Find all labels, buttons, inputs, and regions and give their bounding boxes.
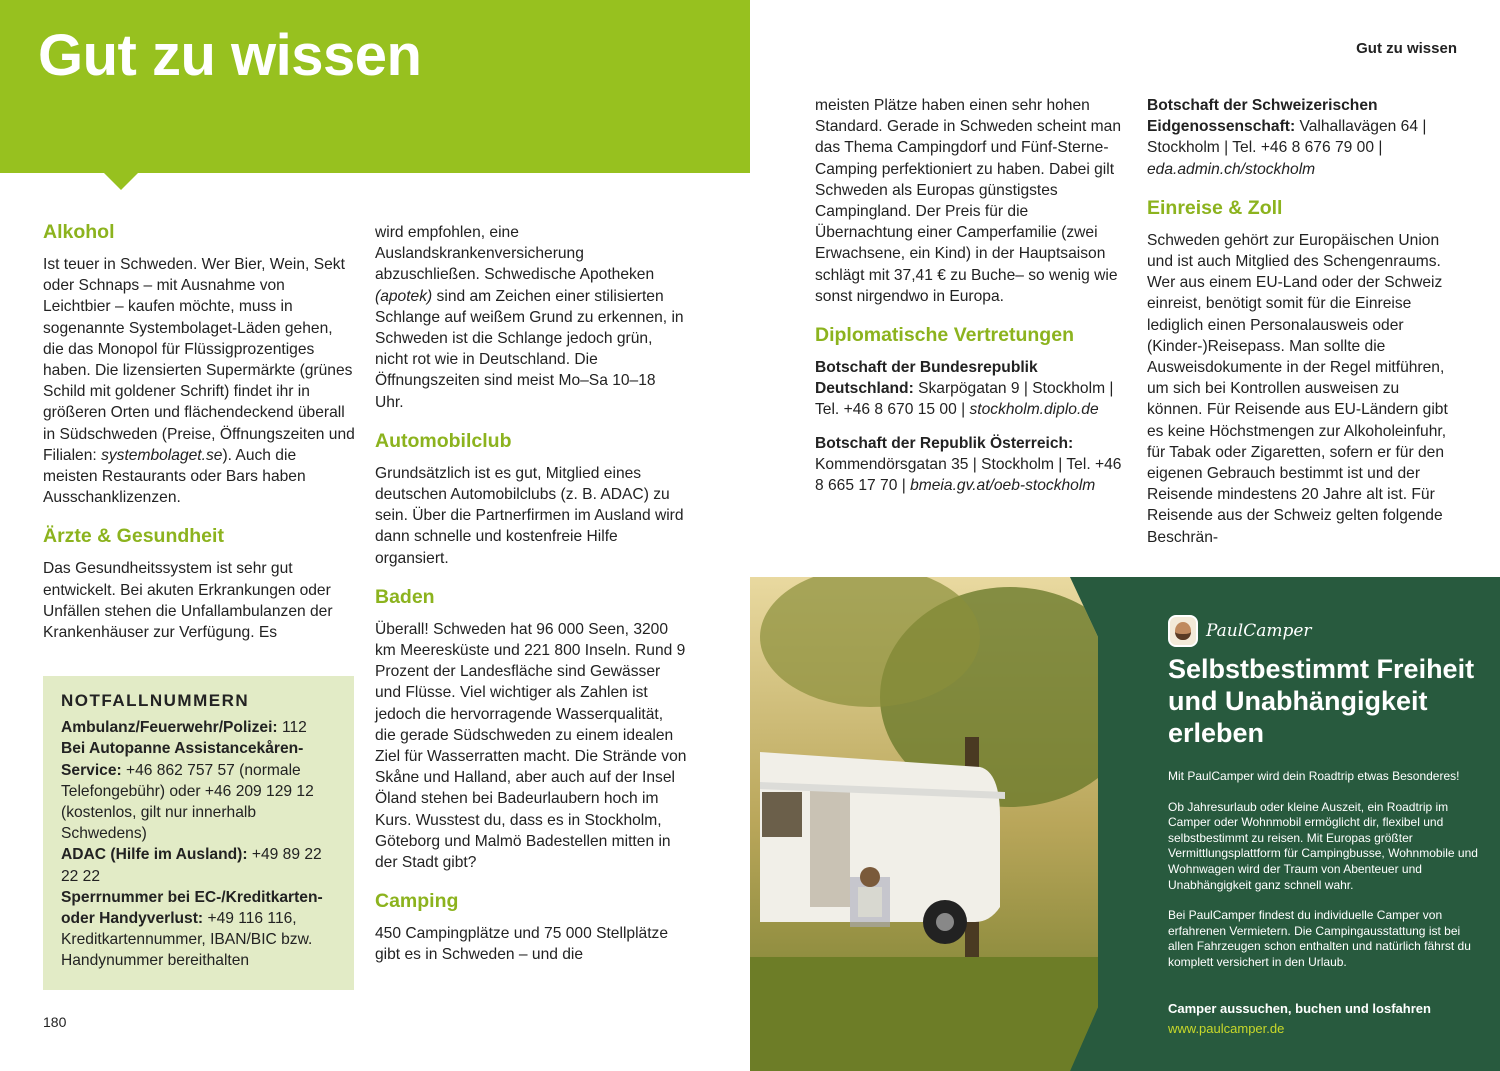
column-4: [1147, 95, 1459, 548]
emergency-item: [61, 844, 336, 886]
heading-aerzte: Ärzte & Gesundheit: [43, 525, 224, 548]
heading-diplomatische: Diplomatische Vertretungen: [815, 324, 1074, 347]
paragraph-einreise: Schweden gehört zur Europäischen Union und ist auch Mitglied des Schengenraums. Wer aus einem EU-Land oder der Schweiz einreist, benötigt somit für die Einreise lediglich einen Personalausweis oder (Kinder-)Reisepass. Man sollte die Ausweisdokumente in der Regel mitführen, um sich bei Kontrollen ausweisen zu können. Für Reisende aus EU-Ländern gibt es keine Höchstmengen zur Alkoholeinfuhr, für Tabak oder Zigaretten, sofern er für den eigenen Gebrauch bestimmt ist und der Reisende mindestens 20 Jahre alt ist. Für Reisende aus der Schweiz gelten folgende Beschrän-: [1147, 231, 1448, 546]
emergency-numbers-box: [43, 676, 354, 990]
ad-copy: [1168, 615, 1488, 1039]
ad-paragraph: Mit PaulCamper wird dein Roadtrip etwas Besonderes!: [1168, 769, 1460, 783]
heading-baden: Baden: [375, 585, 435, 608]
paragraph-automobilclub: Grundsätzlich ist es gut, Mitglied eines deutschen Automobilclubs (z. B. ADAC) zu sein. Über die Partnerfirmen im Ausland wird dann schnelle und kostenfreie Hilfe organsiert.: [375, 464, 684, 567]
paragraph-camping: 450 Campingplätze und 75 000 Stellplätze gibt es in Schweden – und die: [375, 925, 669, 964]
text: ). Auch die meisten Restaurants oder Bars haben Ausschanklizenzen.: [43, 446, 306, 507]
heading-camping: Camping: [375, 890, 459, 913]
ad-paragraph: Bei PaulCamper findest du individuelle Camper von erfahrenen Vermietern. Die Campingausstattung ist bei allen Fahrzeugen schon enthalten und natürlich fährst du komplett versichert in den Urlaub.: [1168, 908, 1471, 969]
emergency-item: [61, 887, 336, 972]
label: Bei Autopanne Assistancekåren-Service:: [61, 740, 304, 779]
running-head: Gut zu wissen: [1356, 40, 1457, 57]
page-number: 180: [43, 1014, 67, 1030]
paragraph-gesundheit-cont: [375, 222, 687, 413]
emergency-item: [61, 717, 336, 738]
heading-einreise: Einreise & Zoll: [1147, 196, 1283, 219]
column-2: [375, 222, 687, 966]
embassy-switzerland: [1147, 95, 1459, 180]
ad-paragraph: Ob Jahresurlaub oder kleine Auszeit, ein Roadtrip im Camper oder Wohnmobil ermöglicht dir, flexibel und selbstbestimmt zu reisen. Mit Europas größter Vermittlungsplattform für Campingbusse, Wohnmobile und Wohnwagen wird der Traum von Abenteuer und Unabhängigkeit ganz schnell wahr.: [1168, 799, 1478, 892]
label: Ambulanz/Feuerwehr/Polizei:: [61, 719, 278, 737]
label: ADAC (Hilfe im Ausland):: [61, 846, 248, 864]
text: Ist teuer in Schweden. Wer Bier, Wein, Sekt oder Schnaps – mit Ausnahme von Leichtbier – kaufen möchte, muss in sogenannte Systembolaget-Läden gehen, die das Monopol für Flüssigprozentiges haben. Die lizensierten Supermärkte (grünes Schild mit goldener Schrift) findet ihr in größeren Orten und flächendeckend überall in Südschweden (Preise, Öffnungszeiten und Filialen:: [43, 256, 355, 464]
brand-name: PaulCamper: [1206, 621, 1312, 641]
embassy-austria: [815, 433, 1127, 497]
emergency-title: NOTFALLNUMMERN: [61, 691, 250, 710]
paulcamper-logo: [1168, 615, 1488, 647]
link-systembolaget[interactable]: systembolaget.se: [101, 446, 223, 464]
paragraph-camping-cont: meisten Plätze haben einen sehr hohen Standard. Gerade in Schweden scheint man das Thema Campingdorf und Fünf-Sterne-Camping perfektioniert zu haben. Dabei gilt Schweden als Europas günstigstes Campingland. Der Preis für die Übernachtung einer Camperfamilie (zwei Erwachsene, ein Kind) in der Hauptsaison schlägt mit 37,41 € zu Buche– so wenig wie sonst nirgendwo in Europa.: [815, 97, 1121, 305]
ad-headline: Selbstbestimmt Freiheit und Unabhängigkeit erleben: [1168, 654, 1475, 748]
text: Valhallavägen 64 | Stockholm | Tel. +46 8 676 79 00 |: [1147, 118, 1427, 157]
value: +46 862 757 57 (normale Telefongebühr) oder +46 209 129 12 (kostenlos, gilt nur innerhalb Schwedens): [61, 761, 314, 843]
text: sind am Zeichen einer stilisierten Schlange auf weißem Grund zu erkennen, in Schweden ist die Schlange jedoch grün, nicht rot wie in Deutschland. Die Öffnungszeiten sind meist Mo–Sa 10–18 Uhr.: [375, 287, 684, 411]
label: Botschaft der Schweizerischen Eidgenossenschaft:: [1147, 97, 1378, 136]
embassy-germany: [815, 357, 1127, 421]
heading-alkohol: Alkohol: [43, 221, 115, 243]
text: Skarpögatan 9 | Stockholm | Tel. +46 8 670 15 00 |: [815, 380, 1114, 419]
paulcamper-ad: [750, 577, 1500, 1071]
link[interactable]: bmeia.gv.at/oeb-stockholm: [910, 477, 1096, 495]
avatar-icon: [1168, 615, 1198, 647]
header-notch: [103, 172, 139, 190]
text: Kommendörsgatan 35 | Stockholm | Tel. +46 8 665 17 70 |: [815, 455, 1122, 495]
label: Botschaft der Republik Österreich:: [815, 434, 1074, 452]
label: Sperrnummer bei EC-/Kreditkarten- oder Handyverlust:: [61, 888, 323, 928]
ad-url-link[interactable]: www.paulcamper.de: [1168, 1020, 1285, 1036]
link[interactable]: stockholm.diplo.de: [969, 401, 1099, 419]
ad-cta: Camper aussuchen, buchen und losfahren: [1168, 1000, 1431, 1016]
value: 112: [277, 719, 307, 737]
link[interactable]: eda.admin.ch/stockholm: [1147, 160, 1316, 178]
page-title: Gut zu wissen: [38, 23, 422, 88]
paragraph-baden: Überall! Schweden hat 96 000 Seen, 3200 km Meeresküste und 221 800 Inseln. Rund 9 Prozent der Landesfläche sind Gewässer und Flüsse. Viel wichtiger als Zahlen ist jedoch die hervorragende Wasserqualität, die gerade Südschweden zu einem idealen Ziel für Wasserratten macht. Die Strände von Skåne und Halland, aber auch auf der Insel Öland stehen bei Badeurlaubern hoch im Kurs. Wusstest du, dass es in Stockholm, Göteborg und Malmö Badestellen mitten in der Stadt gibt?: [375, 620, 687, 872]
value: +49 89 22 22 22: [61, 846, 322, 885]
emergency-item: [61, 738, 336, 844]
text: wird empfohlen, eine Auslandskrankenversicherung abzuschließen. Schwedische Apotheken: [375, 224, 655, 284]
column-3: [815, 95, 1127, 496]
heading-automobilclub: Automobilclub: [375, 429, 512, 452]
label: Botschaft der Bundesrepublik Deutschland:: [815, 359, 1038, 398]
text: (apotek): [375, 287, 433, 305]
paragraph-aerzte: Das Gesundheitssystem ist sehr gut entwickelt. Bei akuten Erkrankungen oder Unfällen stehen die Unfallambulanzen der Krankenhäuser zur Verfügung. Es: [43, 560, 333, 642]
column-1: [43, 220, 355, 643]
paragraph-alkohol: [43, 254, 355, 508]
camper-photo: [750, 577, 1100, 1071]
value: +49 116 116, Kreditkartennummer, IBAN/BIC bzw. Handynummer bereithalten: [61, 910, 313, 970]
